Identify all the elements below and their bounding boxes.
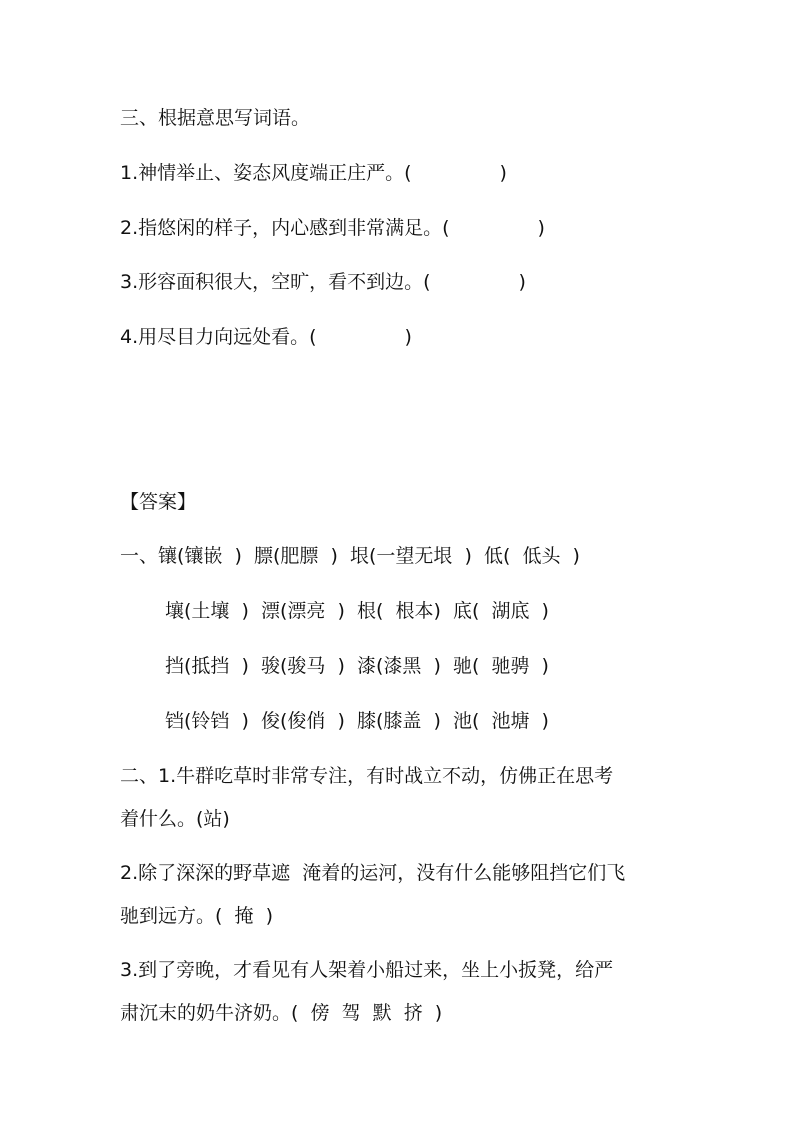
close-paren: ) <box>499 162 507 184</box>
question-text: 1.神情举止、姿态风度端正庄严。( <box>120 162 412 184</box>
answer-row: 铛(铃铛 ) 俊(俊俏 ) 膝(膝盖 ) 池( 池塘 ) <box>165 710 549 732</box>
answer-text-line: 3.到了旁晚，才看见有人架着小船过来，坐上小扳凳，给严 <box>120 959 614 981</box>
answer-text-line: 驰到远方。( 掩 ) <box>120 905 273 927</box>
question-2 <box>120 216 545 240</box>
close-paren: ) <box>518 271 526 293</box>
question-text: 4.用尽目力向远处看。( <box>120 326 317 348</box>
close-paren: ) <box>537 217 545 239</box>
answer-text-line: 肃沉末的奶牛济奶。( 傍 驾 默 挤 ) <box>120 1002 443 1024</box>
question-4 <box>120 325 412 349</box>
question-1 <box>120 161 507 185</box>
answers-heading: 【答案】 <box>120 491 197 513</box>
answer-text-line: 二、1.牛群吃草时非常专注，有时战立不动，仿佛正在思考 <box>120 765 614 787</box>
question-text: 2.指悠闲的样子，内心感到非常满足。( <box>120 217 450 239</box>
answer-text-line: 着什么。(站) <box>120 808 230 830</box>
section3-heading: 三、根据意思写词语。 <box>120 107 311 129</box>
question-text: 3.形容面积很大，空旷，看不到边。( <box>120 271 431 293</box>
question-3 <box>120 270 526 294</box>
close-paren: ) <box>404 326 412 348</box>
answer-text-line: 2.除了深深的野草遮 淹着的运河，没有什么能够阻挡它们飞 <box>120 862 626 884</box>
answer-row: 壤(土壤 ) 漂(漂亮 ) 根( 根本) 底( 湖底 ) <box>165 600 549 622</box>
answer-row: 一、镶(镶嵌 ) 膘(肥膘 ) 垠(一望无垠 ) 低( 低头 ) <box>120 545 580 567</box>
answer-row: 挡(抵挡 ) 骏(骏马 ) 漆(漆黑 ) 驰( 驰骋 ) <box>165 655 549 677</box>
